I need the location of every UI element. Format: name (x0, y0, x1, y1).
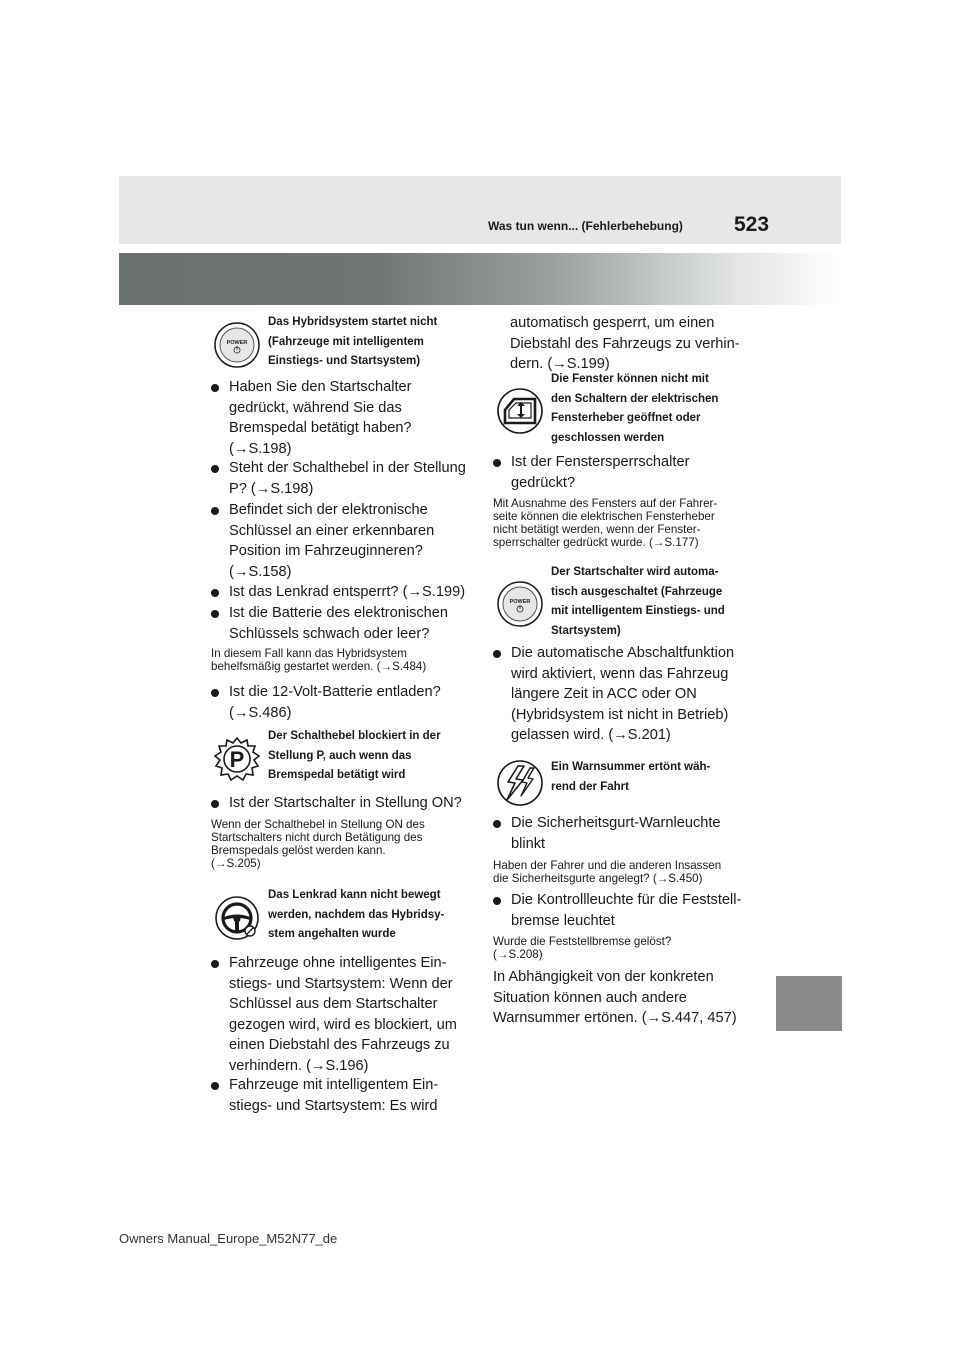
shift-lock-gear-icon (214, 736, 260, 782)
power-window-icon (497, 388, 543, 434)
list-item: Fahrzeuge ohne intelligentes Ein- stiegs- und Startsystem: Wenn der Schlüssel aus dem Startschalter gezogen wird, wird es blockiert, um einen Diebstahl des Fahrzeugs zu verhindern. (→S.196) (211, 953, 494, 1076)
list-item: Haben Sie den Startschalter gedrückt, während Sie das Bremspedal betätigt haben? (→S.198) (211, 377, 489, 459)
chapter-tab (776, 976, 842, 1031)
paragraph: automatisch gesperrt, um einen Diebstahl des Fahrzeugs zu verhin- dern. (→S.199) (510, 315, 740, 372)
p-icon-label: P (229, 747, 245, 772)
list-item: Ist die 12-Volt-Batterie entladen? (→S.486) (211, 682, 489, 723)
bullet-icon (211, 589, 219, 597)
list-item: Ist der Startschalter in Stellung ON? (211, 793, 489, 814)
bullet-icon (211, 1082, 219, 1090)
bullet-icon (211, 465, 219, 473)
warning-buzzer-icon (497, 760, 543, 806)
bullet-icon (211, 610, 219, 618)
bullet-icon (493, 897, 501, 905)
power-button-icon (214, 322, 260, 368)
list-item: Fahrzeuge mit intelligentem Ein- stiegs- und Startsystem: Es wird (211, 1075, 494, 1116)
note-text: Wenn der Schalthebel in Stellung ON des Startschalters nicht durch Betätigung des Bremspedals gelöst werden kann. (→S.205) (211, 818, 425, 870)
list-item: Befindet sich der elektronische Schlüssel an einer erkennbaren Position im Fahrzeuginneren? (→S.158) (211, 500, 489, 582)
decorative-band (119, 253, 841, 305)
note-text: Haben der Fahrer und die anderen Insassen die Sicherheitsgurte angelegt? (→S.450) (493, 859, 722, 885)
power-icon-label: POWER (509, 599, 531, 605)
bullet-icon (493, 820, 501, 828)
page-number: 523 (734, 213, 770, 236)
bullet-icon (211, 960, 219, 968)
heading-text: Das Hybridsystem startet nicht (Fahrzeuge mit intelligentem Einstiegs- und Startsystem) (268, 316, 438, 367)
heading-text: Die Fenster können nicht mit den Schaltern der elektrischen Fensterheber geöffnet oder geschlossen werden (551, 373, 719, 444)
section-title: Was tun wenn... (Fehlerbehebung) (488, 219, 683, 233)
note-text: Mit Ausnahme des Fensters auf der Fahrer- seite können die elektrischen Fensterheber nicht betätigt werden, wenn der Fenster- sperrschalter gedrückt wurde. (→S.177) (493, 497, 718, 549)
list-item: Ist das Lenkrad entsperrt? (→S.199) (211, 582, 489, 603)
note-text: Wurde die Feststellbremse gelöst? (→S.208) (493, 935, 672, 961)
header-band (119, 176, 841, 244)
note-text: In diesem Fall kann das Hybridsystem behelfsmäßig gestartet werden. (→S.484) (211, 647, 427, 673)
bullet-icon (211, 800, 219, 808)
heading-text: Der Startschalter wird automa- tisch ausgeschaltet (Fahrzeuge mit intelligentem Einstiegs- und Startsystem) (551, 566, 725, 637)
list-item: Ist der Fenstersperrschalter gedrückt? (493, 452, 771, 493)
bullet-icon (211, 384, 219, 392)
bullet-icon (493, 459, 501, 467)
paragraph: In Abhängigkeit von der konkreten Situation können auch andere Warnsummer ertönen. (→S.447, 457) (493, 969, 737, 1026)
bullet-icon (211, 507, 219, 515)
list-item: Die Sicherheitsgurt-Warnleuchte blinkt (493, 813, 771, 854)
heading-text: Das Lenkrad kann nicht bewegt werden, nachdem das Hybridsy- stem angehalten wurde (268, 889, 445, 940)
list-item: Ist die Batterie des elektronischen Schlüssels schwach oder leer? (211, 603, 489, 644)
heading-text: Ein Warnsummer ertönt wäh- rend der Fahrt (551, 761, 711, 793)
list-item: Die automatische Abschaltfunktion wird aktiviert, wenn das Fahrzeug längere Zeit in ACC oder ON (Hybridsystem ist nicht in Betrieb) gelassen wird. (→S.201) (493, 643, 776, 746)
power-icon-label: POWER (226, 340, 248, 346)
bullet-icon (211, 689, 219, 697)
bullet-icon (493, 650, 501, 658)
list-item: Steht der Schalthebel in der Stellung P? (→S.198) (211, 458, 489, 499)
footer-doc-id: Owners Manual_Europe_M52N77_de (119, 1231, 338, 1246)
heading-text: Der Schalthebel blockiert in der Stellung P, auch wenn das Bremspedal betätigt wird (268, 730, 441, 781)
steering-lock-icon (214, 895, 260, 941)
list-item: Die Kontrollleuchte für die Feststell- bremse leuchtet (493, 890, 771, 931)
power-button-icon (497, 581, 543, 627)
